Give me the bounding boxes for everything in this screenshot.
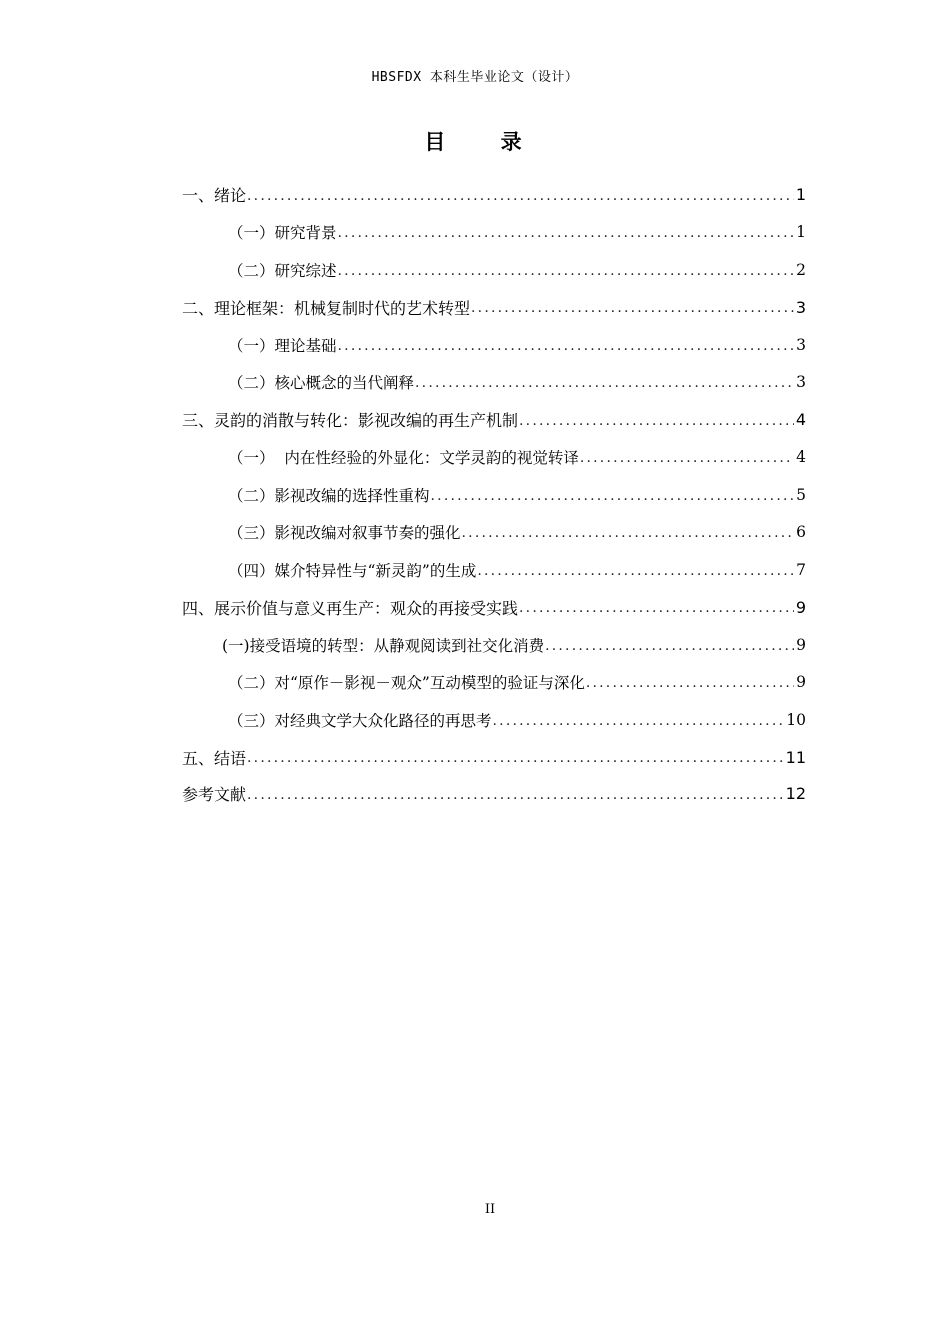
page-header: HBSFDX 本科生毕业论文（设计） [371, 70, 579, 85]
toc-entry-page: 1 [796, 223, 806, 242]
toc-dot-leader [586, 675, 794, 691]
toc-dot-leader [493, 713, 785, 729]
toc-entry-page: 9 [796, 673, 806, 692]
toc-entry-page: 10 [786, 710, 806, 729]
toc-entry[interactable] [182, 176, 806, 214]
toc-entry-title: （四）媒介特异性与“新灵韵”的生成 [228, 561, 477, 580]
toc-entry-page: 5 [796, 485, 806, 504]
toc-entry[interactable] [182, 739, 806, 777]
toc-entry[interactable] [182, 439, 806, 477]
toc-entry-title: （一）研究背景 [228, 224, 337, 243]
toc-dot-leader [471, 300, 794, 316]
toc-dot-leader [519, 413, 794, 429]
toc-entry[interactable] [182, 701, 806, 739]
toc-dot-leader [415, 375, 794, 391]
toc-dot-leader [477, 563, 794, 579]
toc-entry-page: 4 [796, 448, 806, 467]
toc-entry[interactable] [182, 251, 806, 289]
toc-entry[interactable] [182, 401, 806, 439]
toc-entry[interactable] [182, 214, 806, 252]
table-of-contents [182, 176, 806, 811]
toc-entry-title: 三、灵韵的消散与转化：影视改编的再生产机制 [182, 411, 519, 431]
toc-entry-page: 2 [796, 260, 806, 279]
toc-entry-page: 9 [795, 597, 806, 617]
toc-entry-title: 一、绪论 [182, 186, 247, 206]
toc-dot-leader [580, 450, 794, 466]
toc-dot-leader [462, 525, 795, 541]
toc-entry[interactable] [182, 589, 806, 627]
toc-entry-page: 9 [796, 635, 806, 654]
toc-dot-leader [247, 787, 784, 803]
toc-dot-leader [545, 638, 794, 654]
toc-entry[interactable] [182, 626, 806, 664]
toc-entry-page: 3 [796, 373, 806, 392]
toc-entry-title: 五、结语 [182, 748, 247, 768]
toc-entry[interactable] [182, 364, 806, 402]
toc-dot-leader [338, 225, 795, 241]
toc-dot-leader [247, 750, 784, 766]
toc-entry[interactable] [182, 551, 806, 589]
toc-entry[interactable] [182, 514, 806, 552]
toc-entry-page: 7 [796, 560, 806, 579]
page-number: II [484, 1202, 496, 1217]
toc-entry-title: 参考文献 [182, 785, 247, 804]
toc-entry-page: 4 [795, 410, 806, 430]
toc-dot-leader [338, 263, 795, 279]
toc-entry-title: （二）对“原作－影视－观众”互动模型的验证与深化 [228, 674, 585, 693]
toc-entry-title: 二、理论框架：机械复制时代的艺术转型 [182, 298, 471, 318]
page-title: 目 录 [424, 130, 546, 154]
toc-entry-page: 12 [785, 784, 806, 803]
toc-entry-title: （一） 内在性经验的外显化：文学灵韵的视觉转译 [228, 449, 579, 468]
toc-entry-page: 1 [795, 185, 806, 205]
toc-entry-title: (一)接受语境的转型：从静观阅读到社交化消费 [222, 636, 545, 655]
toc-entry-title: （一）理论基础 [228, 336, 337, 355]
toc-entry-page: 11 [785, 747, 806, 767]
toc-entry[interactable] [182, 326, 806, 364]
toc-dot-leader [431, 488, 795, 504]
toc-entry[interactable] [182, 664, 806, 702]
toc-dot-leader [519, 600, 794, 616]
toc-entry-title: （三）对经典文学大众化路径的再思考 [228, 711, 492, 730]
toc-dot-leader [247, 188, 794, 204]
toc-entry-page: 3 [795, 297, 806, 317]
toc-dot-leader [338, 338, 795, 354]
toc-entry-title: （二）影视改编的选择性重构 [228, 486, 430, 505]
toc-entry-title: 四、展示价值与意义再生产：观众的再接受实践 [182, 598, 519, 618]
toc-entry-page: 3 [796, 335, 806, 354]
toc-entry-title: （三）影视改编对叙事节奏的强化 [228, 524, 461, 543]
toc-entry[interactable] [182, 289, 806, 327]
toc-entry-title: （二）研究综述 [228, 261, 337, 280]
toc-entry-title: （二）核心概念的当代阐释 [228, 374, 415, 393]
toc-entry-page: 6 [796, 523, 806, 542]
toc-entry[interactable] [182, 776, 806, 811]
toc-entry[interactable] [182, 476, 806, 514]
